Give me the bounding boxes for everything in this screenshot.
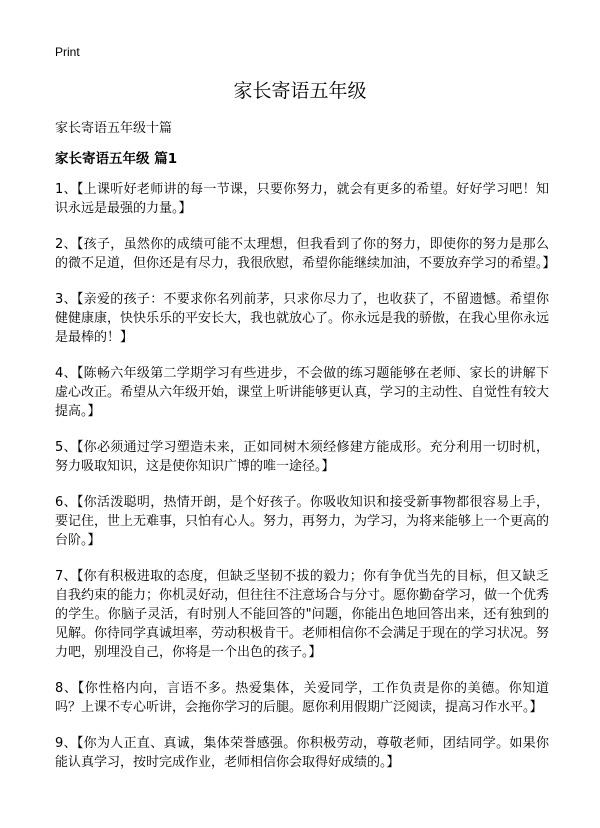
document-subtitle: 家长寄语五年级十篇 <box>55 121 173 136</box>
message-item-9: 9、【你为人正直、真诚，集体荣誉感强。你积极劳动，尊敬老师，团结同学。如果你能认真学习，按时完成作业，老师相信你会取得好成绩的。】 <box>55 736 549 770</box>
message-item-8: 8、【你性格内向，言语不多。热爱集体，关爱同学，工作负责是你的美德。你知道吗？上课不专心听讲，会拖你学习的后腿。愿你利用假期广泛阅读，提高习作水平。】 <box>55 681 549 715</box>
message-item-6: 6、【你活泼聪明，热情开朗，是个好孩子。你吸收知识和接受新事物都很容易上手，要记住，世上无难事，只怕有心人。努力，再努力，为学习，为将来能够上一个更高的台阶。】 <box>55 495 550 548</box>
message-list <box>55 180 556 789</box>
page-title: 家长寄语五年级 <box>233 80 367 102</box>
message-item-2: 2、【孩子，虽然你的成绩可能不太理想，但我看到了你的努力，即使你的努力是那么的微不足道，但你还是有尽力，我很欣慰，希望你能继续加油，不要放弃学习的希望。】 <box>55 237 556 271</box>
message-item-7: 7、【你有积极进取的态度，但缺乏坚韧不拔的毅力；你有争优当先的目标，但又缺乏自我约束的能力；你机灵好动，但往往不注意场合与分寸。愿你勤奋学习，做一个优秀的学生。你脑子灵活，有时别人不能回答的"问题，你能出色地回答出来，还有独到的见解。你待同学真诚坦率，劳动积极肯干。老师相信你不会满足于现在的学习状况。努力吧，别埋没自己，你将是一个出色的孩子。】 <box>55 569 550 660</box>
message-item-5: 5、【你必须通过学习塑造未来，正如同树木须经修建方能成形。充分利用一切时机，努力吸取知识，这是使你知识广博的唯一途径。】 <box>55 440 549 474</box>
section-heading: 家长寄语五年级 篇1 <box>55 151 178 167</box>
print-link[interactable]: Print <box>55 45 80 59</box>
message-item-1: 1、【上课听好老师讲的每一节课，只要你努力，就会有更多的希望。好好学习吧！知识永远是最强的力量。】 <box>55 182 549 216</box>
message-item-4: 4、【陈畅六年级第二学期学习有些进步，不会做的练习题能够在老师、家长的讲解下虚心改正。希望从六年级开始，课堂上听讲能够更认真，学习的主动性、自觉性有较大提高。】 <box>55 366 550 419</box>
message-item-3: 3、【亲爱的孩子：不要求你名列前茅，只求你尽力了，也收获了，不留遗憾。希望你健健康康，快快乐乐的平安长大，我也就放心了。你永远是我的骄傲，在我心里你永远是最棒的！】 <box>55 292 550 345</box>
